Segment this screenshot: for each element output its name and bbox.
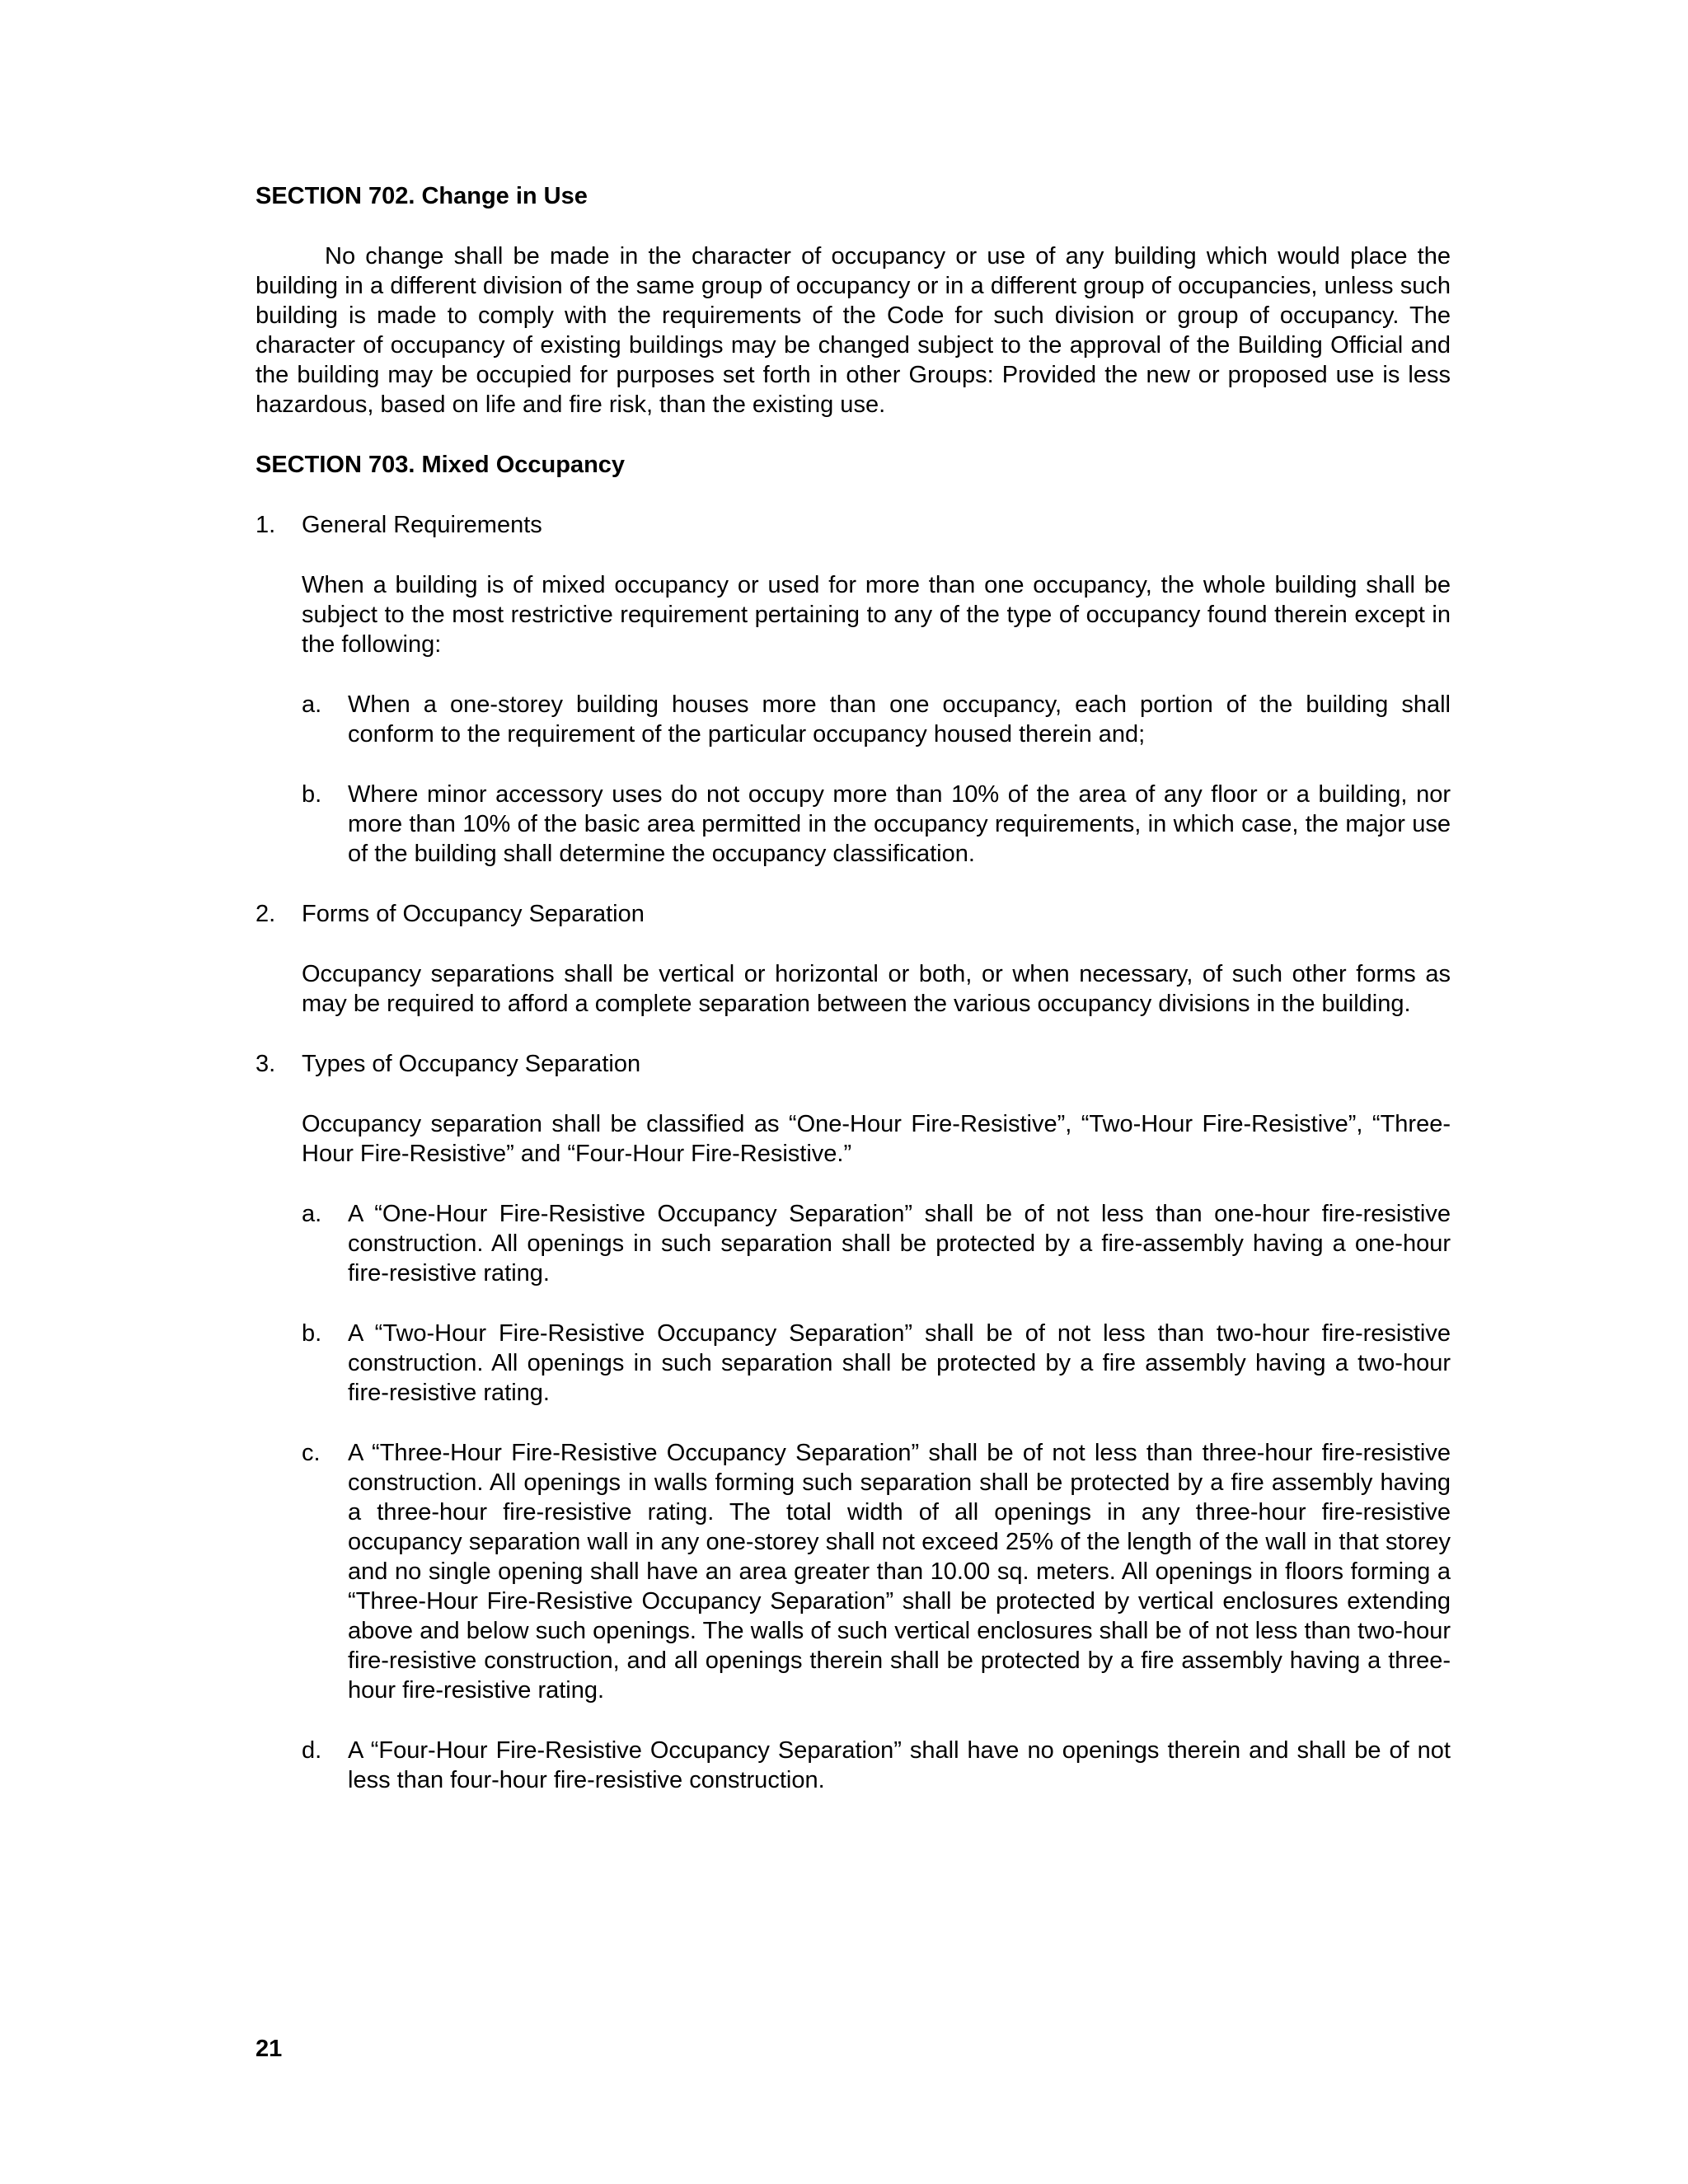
item-title: Forms of Occupancy Separation xyxy=(302,901,645,927)
item-number: 1. xyxy=(256,512,276,538)
subitem-a xyxy=(256,690,1451,749)
section-702-paragraph: No change shall be made in the character of occupancy or use of any building which would place the building in a different division of the same group of occupancy or in a different group of occupancies, unless such building is made to comply with the requirements of the Code for such division or group of occupancy. The character of occupancy of existing buildings may be changed subject to the approval of the Building Official and the building may be occupied for purposes set forth in other Groups: Provided the new or proposed use is less hazardous, based on life and fire risk, than the existing use. xyxy=(256,243,1451,418)
item-number: 2. xyxy=(256,901,276,927)
item-title: Types of Occupancy Separation xyxy=(302,1051,641,1077)
section-703-heading: SECTION 703. Mixed Occupancy xyxy=(256,452,626,478)
subitem-text: A “Two-Hour Fire-Resistive Occupancy Separation” shall be of not less than two-hour fire-resistive construction. All openings in such separation shall be protected by a fire assembly having a two-hour fire-resistive rating. xyxy=(348,1320,1451,1406)
subitem-c xyxy=(256,1438,1451,1705)
subitem-text: A “Four-Hour Fire-Resistive Occupancy Separation” shall have no openings therein and shall be of not less than four-hour fire-resistive construction. xyxy=(348,1737,1451,1793)
item-general-requirements xyxy=(256,510,1451,540)
document-page xyxy=(256,181,1451,1795)
item-forms-of-occupancy-separation xyxy=(256,899,1451,929)
subitem-letter: a. xyxy=(302,1201,322,1227)
subitem-b xyxy=(256,780,1451,869)
page-number: 21 xyxy=(256,2036,283,2062)
subitem-text: When a one-storey building houses more than one occupancy, each portion of the building shall conform to the requirement of the particular occupancy housed therein and; xyxy=(348,691,1451,748)
subitem-letter: d. xyxy=(302,1737,322,1764)
subitem-letter: b. xyxy=(302,781,322,808)
subitem-letter: c. xyxy=(302,1440,321,1466)
subitem-letter: a. xyxy=(302,691,322,718)
item-body: When a building is of mixed occupancy or used for more than one occupancy, the whole building shall be subject to the most restrictive requirement pertaining to any of the type of occupancy found therein except in the following: xyxy=(302,572,1451,658)
item-title: General Requirements xyxy=(302,512,542,538)
subitem-text: A “Three-Hour Fire-Resistive Occupancy Separation” shall be of not less than three-hour fire-resistive construction. All openings in walls forming such separation shall be protected by a fire assembly having a three-hour fire-resistive rating. The total width of all openings in any three-hour fire-resistive occupancy separation wall in any one-storey shall not exceed 25% of the length of the wall in that storey and no single opening shall have an area greater than 10.00 sq. meters. All openings in floors forming a “Three-Hour Fire-Resistive Occupancy Separation” shall be protected by vertical enclosures extending above and below such openings. The walls of such vertical enclosures shall be of not less than two-hour fire-resistive construction, and all openings therein shall be protected by a fire assembly having a three-hour fire-resistive rating. xyxy=(348,1440,1451,1704)
subitem-letter: b. xyxy=(302,1320,322,1347)
section-702-heading: SECTION 702. Change in Use xyxy=(256,183,588,209)
subitem-text: Where minor accessory uses do not occupy more than 10% of the area of any floor or a building, nor more than 10% of the basic area permitted in the occupancy requirements, in which case, the major use of the building shall determine the occupancy classification. xyxy=(348,781,1451,867)
subitem-b xyxy=(256,1319,1451,1408)
subitem-a xyxy=(256,1199,1451,1288)
item-body: Occupancy separation shall be classified as “One-Hour Fire-Resistive”, “Two-Hour Fire-Resistive”, “Three-Hour Fire-Resistive” and “Four-Hour Fire-Resistive.” xyxy=(302,1111,1451,1167)
item-body: Occupancy separations shall be vertical or horizontal or both, or when necessary, of such other forms as may be required to afford a complete separation between the various occupancy divisions in the building. xyxy=(302,961,1451,1017)
item-types-of-occupancy-separation xyxy=(256,1049,1451,1079)
subitem-d xyxy=(256,1736,1451,1795)
item-number: 3. xyxy=(256,1051,276,1077)
subitem-text: A “One-Hour Fire-Resistive Occupancy Separation” shall be of not less than one-hour fire-resistive construction. All openings in such separation shall be protected by a fire-assembly having a one-hour fire-resistive rating. xyxy=(348,1201,1451,1286)
